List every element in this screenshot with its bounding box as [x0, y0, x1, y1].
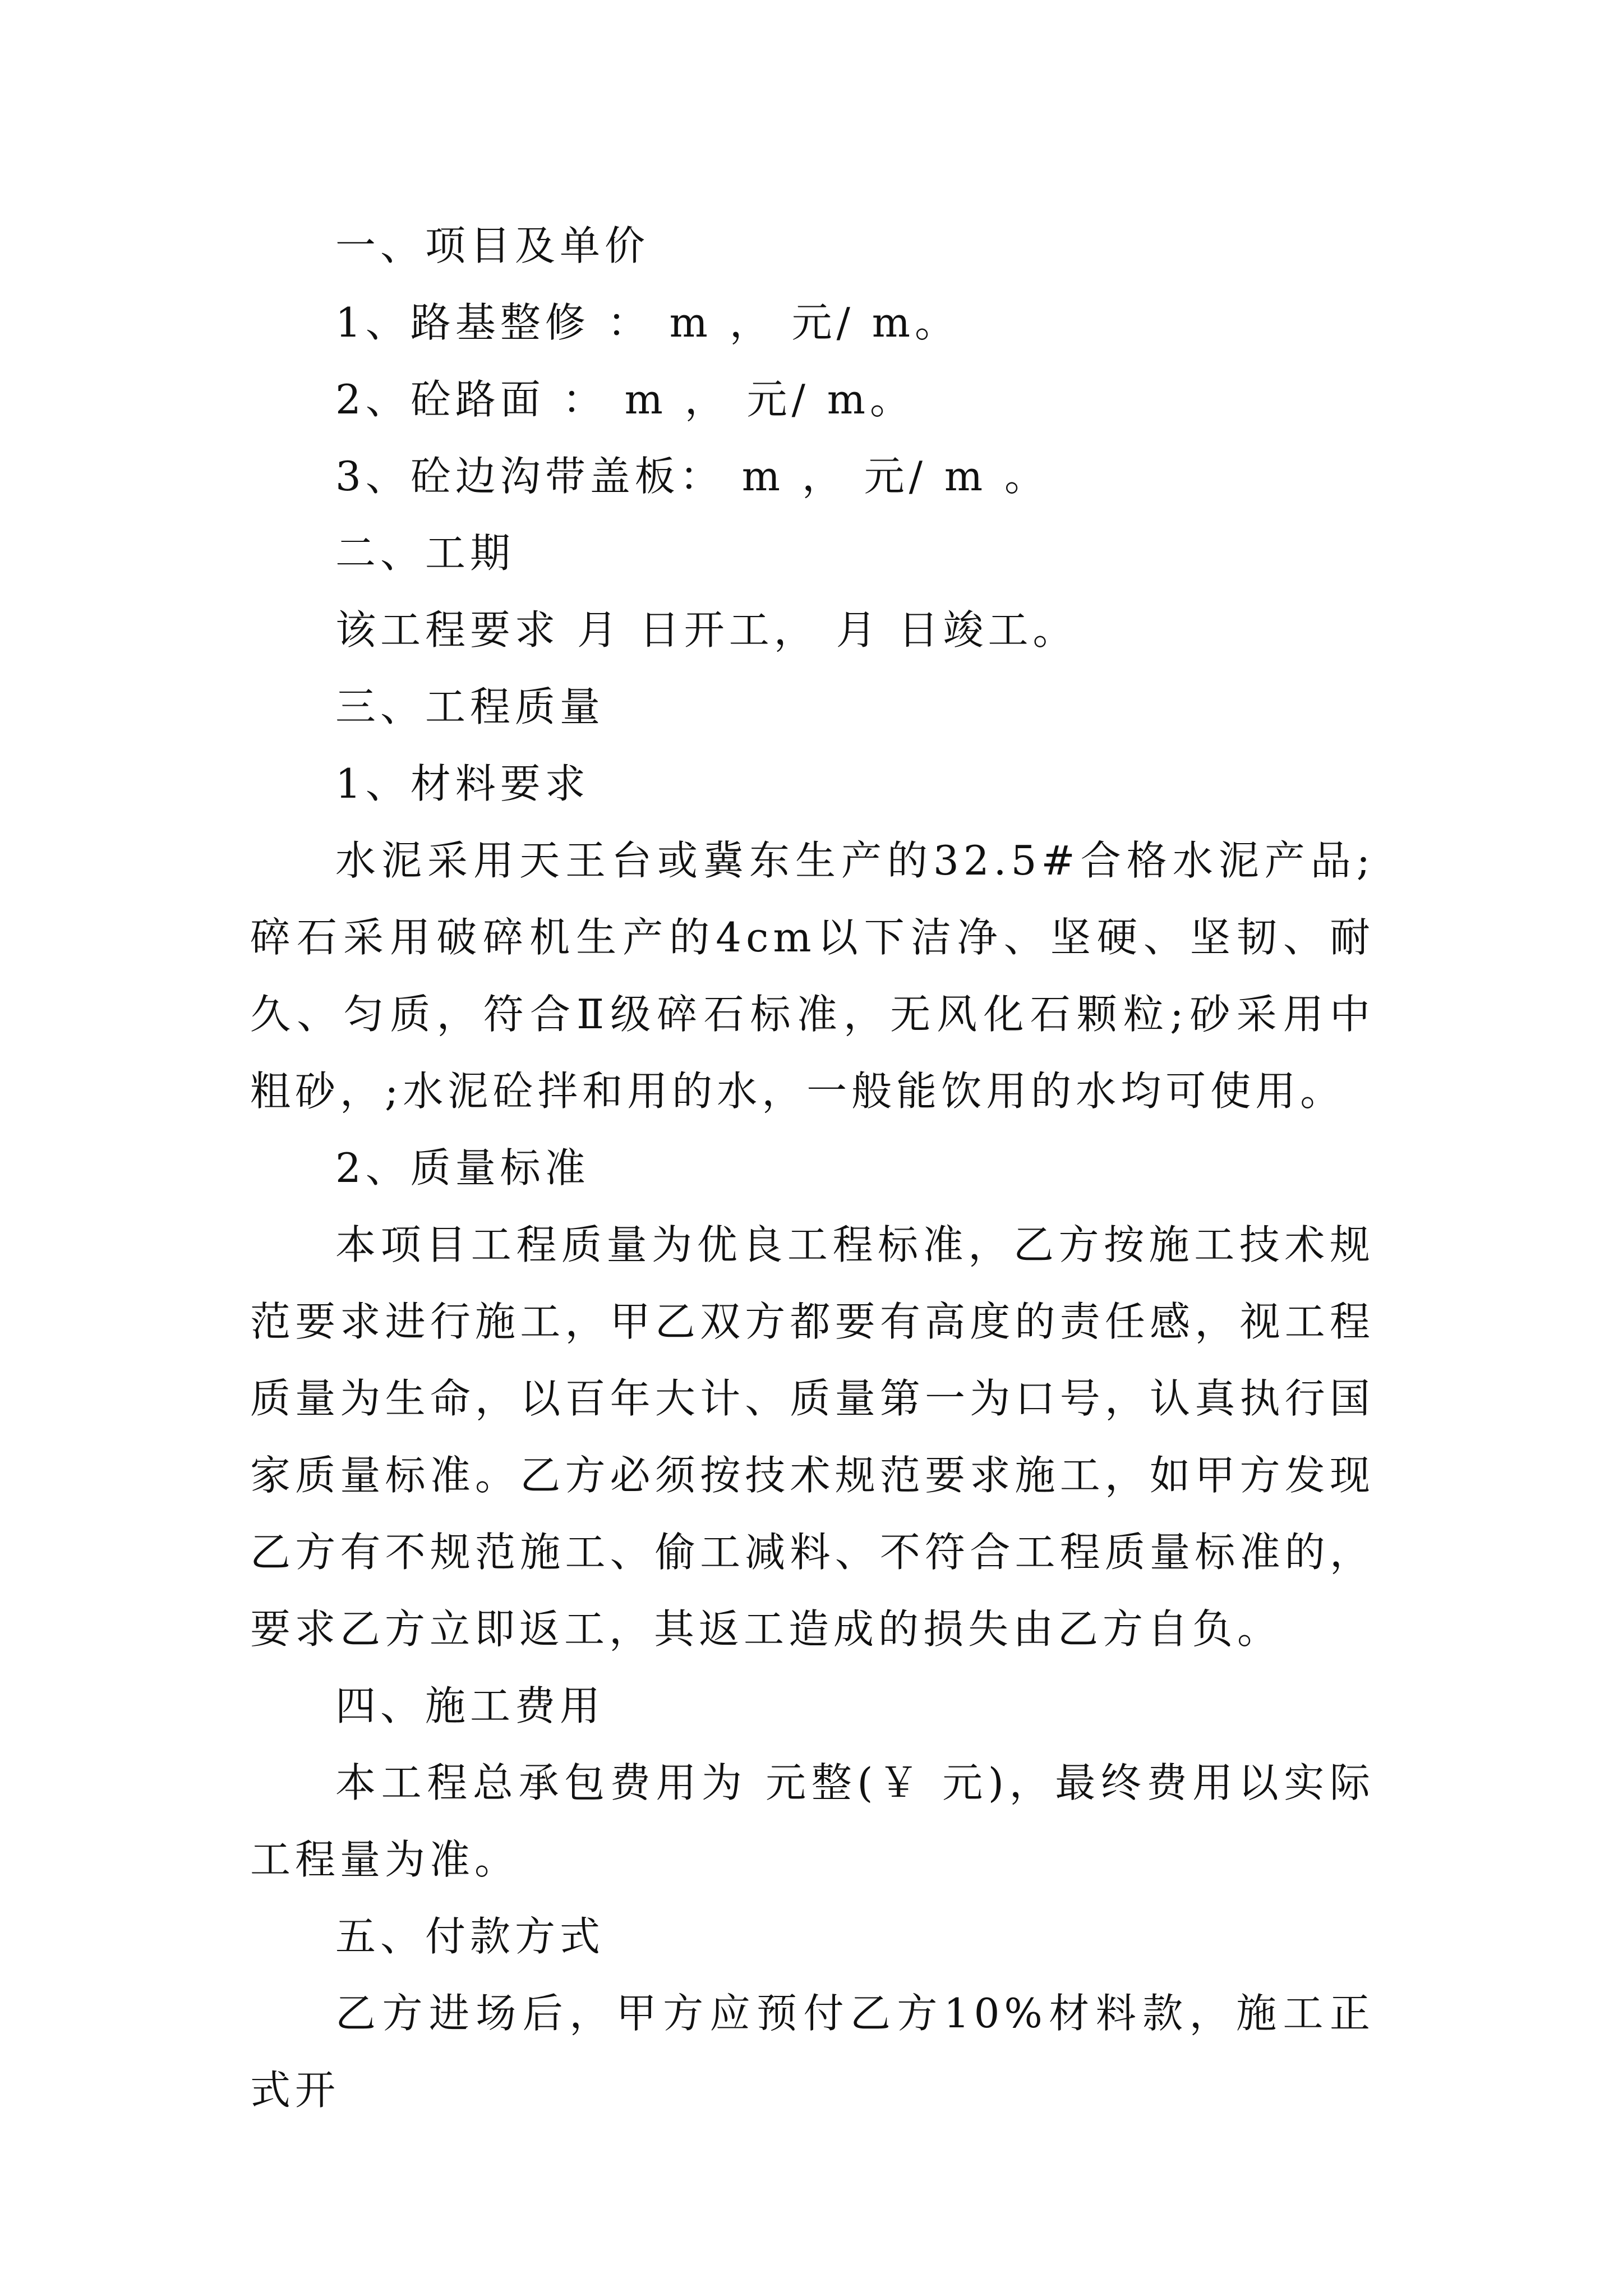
schedule-text: 该工程要求 月 日开工， 月 日竣工。	[335, 606, 1078, 654]
item-side-ditch-cover: 3、砼边沟带盖板： m ， 元/ m 。	[335, 453, 1050, 500]
construction-cost-text: 本工程总承包费用为 元整(￥ 元)，最终费用以实际工程量为准。	[250, 1759, 1375, 1883]
subheading-quality-standard: 2、质量标准	[335, 1144, 590, 1191]
section-heading-quality: 三、工程质量	[335, 683, 605, 730]
payment-text: 乙方进场后，甲方应预付乙方10%材料款，施工正式开	[250, 1990, 1375, 2114]
quality-standard-text: 本项目工程质量为优良工程标准，乙方按施工技术规范要求进行施工，甲乙双方都要有高度的责任感，视工程质量为生命，以百年大计、质量第一为口号，认真执行国家质量标准。乙方必须按技术规范要求施工，如甲方发现乙方有不规范施工、偷工减料、不符合工程质量标准的，要求乙方立即返工，其返工造成的损失由乙方自负。	[250, 1221, 1375, 1653]
material-requirements-text: 水泥采用天王台或冀东生产的32.5#合格水泥产品;碎石采用破碎机生产的4cm以下洁净、坚硬、坚韧、耐久、匀质，符合Ⅱ级碎石标准，无风化石颗粒;砂采用中粗砂，;水泥砼拌和用的水，一般能饮用的水均可使用。	[250, 837, 1375, 1115]
section-heading-schedule: 二、工期	[335, 530, 515, 577]
item-roadbed-repair: 1、路基整修 ： m ， 元/ m。	[335, 299, 960, 346]
subheading-material-requirements: 1、材料要求	[335, 760, 590, 807]
section-heading-construction-cost: 四、施工费用	[335, 1682, 605, 1729]
document-body	[250, 208, 1375, 2129]
section-heading-payment: 五、付款方式	[335, 1913, 605, 1960]
section-heading-items-prices: 一、项目及单价	[335, 222, 650, 269]
item-concrete-pavement: 2、砼路面 ： m ， 元/ m。	[335, 376, 915, 423]
